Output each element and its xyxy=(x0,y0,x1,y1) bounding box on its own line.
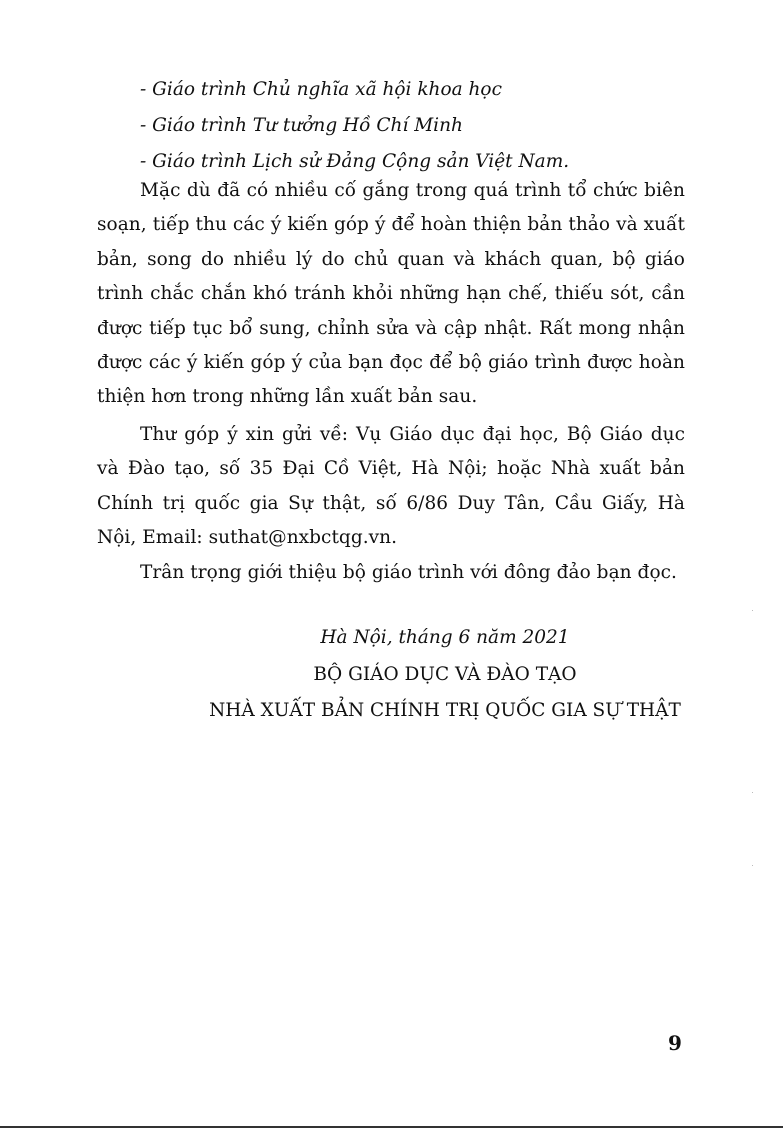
signature-place-date: Hà Nội, tháng 6 năm 2021 xyxy=(320,627,570,648)
signature-org-publisher: NHÀ XUẤT BẢN CHÍNH TRỊ QUỐC GIA SỰ THẬT xyxy=(209,700,681,721)
textbook-list xyxy=(140,72,700,180)
page-number: 9 xyxy=(668,1031,682,1055)
paragraph-contact-info: Thư góp ý xin gửi về: Vụ Giáo dục đại học, Bộ Giáo dục và Đào tạo, số 35 Đại Cồ Việt, Hà Nội; hoặc Nhà xuất bản Chính trị quốc gia Sự thật, số 6/86 Duy Tân, Cầu Giấy, Hà Nội, Email: suthat@nxbctqg.vn. xyxy=(97,424,685,549)
list-item: - Giáo trình Chủ nghĩa xã hội khoa học xyxy=(140,79,502,100)
paragraph-closing: Trân trọng giới thiệu bộ giáo trình với đông đảo bạn đọc. xyxy=(140,562,677,583)
scan-speck xyxy=(752,865,753,866)
list-item: - Giáo trình Lịch sử Đảng Cộng sản Việt Nam. xyxy=(140,151,570,172)
page-bottom-edge xyxy=(0,1126,783,1128)
signature-org-ministry: BỘ GIÁO DỤC VÀ ĐÀO TẠO xyxy=(313,664,577,685)
paragraph-feedback-request: Mặc dù đã có nhiều cố gắng trong quá trình tổ chức biên soạn, tiếp thu các ý kiến góp ý để hoàn thiện bản thảo và xuất bản, song do nhiều lý do chủ quan và khách quan, bộ giáo trình chắc chắn khó tránh khỏi những hạn chế, thiếu sót, cần được tiếp tục bổ sung, chỉnh sửa và cập nhật. Rất mong nhận được các ý kiến góp ý của bạn đọc để bộ giáo trình được hoàn thiện hơn trong những lần xuất bản sau. xyxy=(97,180,685,408)
scan-speck xyxy=(752,610,753,611)
list-item: - Giáo trình Tư tưởng Hồ Chí Minh xyxy=(140,115,463,136)
scan-speck xyxy=(752,792,753,793)
